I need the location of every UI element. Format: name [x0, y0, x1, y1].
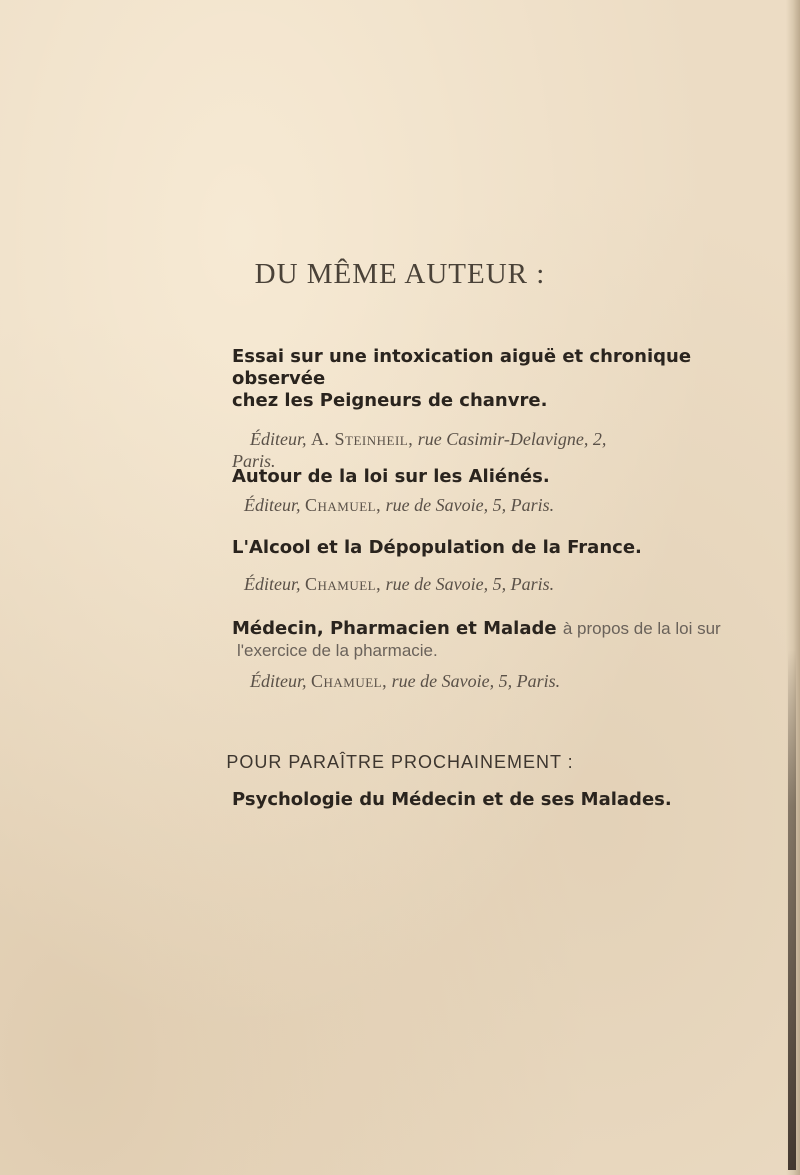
forthcoming-title: Psychologie du Médecin et de ses Malades.: [232, 789, 672, 810]
work-title-continued: chez les Peigneurs de chanvre.: [232, 390, 548, 411]
section-heading: DU MÊME AUTEUR :: [254, 258, 546, 290]
work-title-continued: l'exercice de la pharmacie.: [237, 641, 438, 660]
publisher-line: Éditeur, Chamuel, rue de Savoie, 5, Paris.: [244, 495, 555, 515]
work-entry-1: [232, 346, 772, 472]
work-title: Autour de la loi sur les Aliénés.: [232, 466, 550, 487]
publisher-line: Éditeur, Chamuel, rue de Savoie, 5, Paris.: [250, 671, 561, 691]
work-entry-4: [232, 618, 772, 692]
work-title: Médecin, Pharmacien et Malade à propos de la loi sur: [232, 618, 721, 639]
work-title: Essai sur une intoxication aiguë et chronique observée: [232, 346, 692, 389]
work-title: L'Alcool et la Dépopulation de la France.: [232, 537, 642, 558]
forthcoming-heading: POUR PARAÎTRE PROCHAINEMENT :: [226, 752, 574, 772]
forthcoming-entry: [232, 789, 772, 811]
publisher-line: Éditeur, Chamuel, rue de Savoie, 5, Paris.: [244, 574, 555, 594]
work-entry-2: [232, 466, 772, 516]
work-entry-3: [232, 537, 772, 595]
publisher-line: Éditeur, A. Steinheil, rue Casimir-Delavigne, 2,: [250, 429, 607, 449]
page-edge-shadow: [788, 650, 796, 1170]
publisher-city: Paris.: [232, 451, 276, 471]
